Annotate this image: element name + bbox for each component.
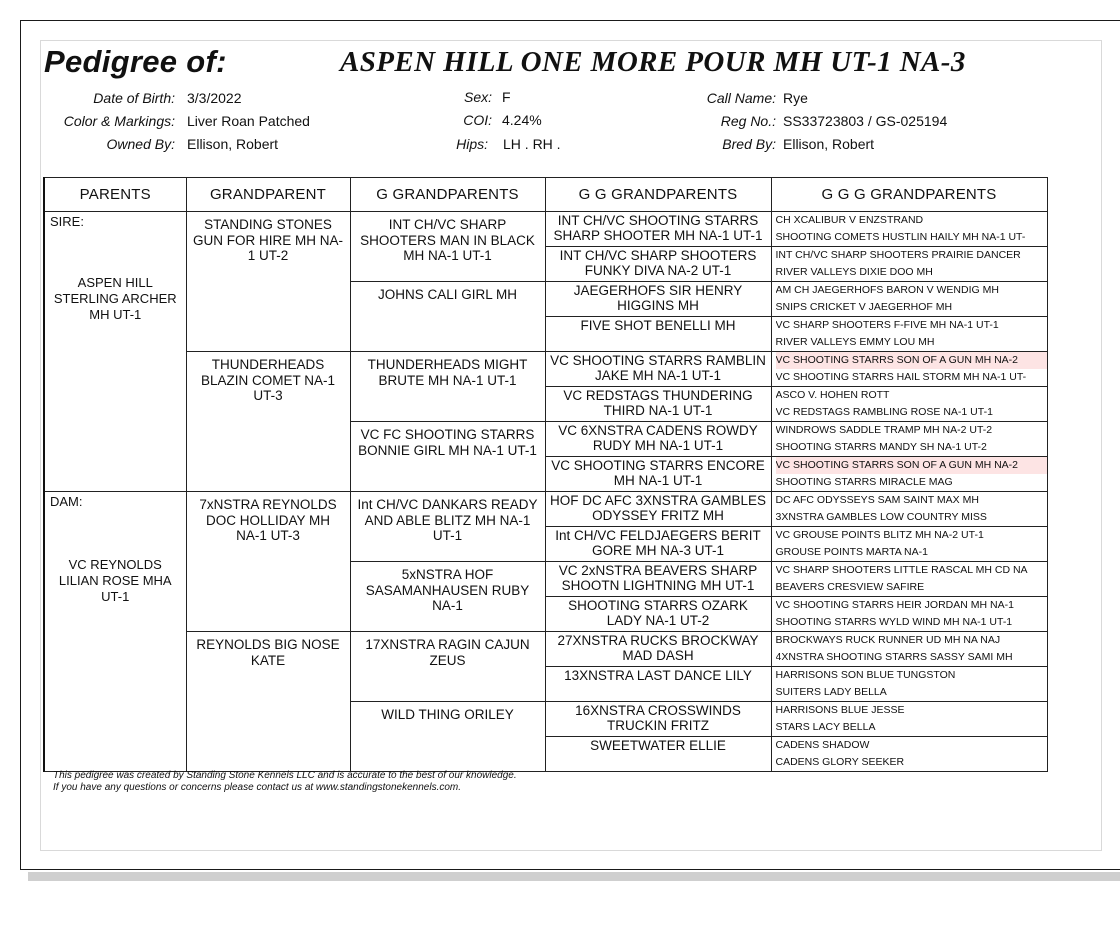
bred-by-value: Ellison, Robert bbox=[783, 136, 875, 152]
gg-grandparent-cell: SWEETWATER ELLIE bbox=[545, 737, 771, 772]
ggg-grandparent-name: SHOOTING COMETS HUSTLIN HAILY MH NA-1 UT- bbox=[775, 231, 1026, 243]
ggg-grandparent-name: STARS LACY BELLA bbox=[775, 721, 876, 733]
hips-value: LH . RH . bbox=[503, 136, 561, 152]
ggg-grandparent-cell bbox=[771, 597, 1047, 632]
coi-value: 4.24% bbox=[502, 112, 542, 128]
sex-value: F bbox=[502, 89, 511, 105]
header-ggg-grandparents: G G G GRANDPARENTS bbox=[771, 178, 1047, 212]
ggg-grandparent-name: GROUSE POINTS MARTA NA-1 bbox=[775, 546, 928, 558]
ggg-grandparent-name: 3XNSTRA GAMBLES LOW COUNTRY MISS bbox=[775, 511, 987, 523]
reg-no-value: SS33723803 / GS-025194 bbox=[783, 113, 948, 129]
ggg-grandparent-cell bbox=[771, 317, 1047, 352]
gg-grandparent-cell: INT CH/VC SHOOTING STARRS SHARP SHOOTER MH NA-1 UT-1 bbox=[545, 212, 771, 247]
ggg-grandparent-cell bbox=[771, 562, 1047, 597]
owner-label: Owned By: bbox=[106, 136, 175, 152]
g-grandparent-cell: 17XNSTRA RAGIN CAJUN ZEUS bbox=[350, 632, 545, 702]
gg-grandparent-cell: HOF DC AFC 3XNSTRA GAMBLES ODYSSEY FRITZ MH bbox=[545, 492, 771, 527]
ggg-grandparent-name: BROCKWAYS RUCK RUNNER UD MH NA NAJ bbox=[775, 634, 1001, 646]
ggg-grandparent-name: BEAVERS CRESVIEW SAFIRE bbox=[775, 581, 925, 593]
footer-line-2: If you have any questions or concerns please contact us at www.standingstonekennels.com. bbox=[53, 782, 462, 793]
ggg-grandparent-cell bbox=[771, 632, 1047, 667]
ggg-grandparent-name: CH XCALIBUR V ENZSTRAND bbox=[775, 214, 924, 226]
grandparent-cell: STANDING STONES GUN FOR HIRE MH NA-1 UT-2 bbox=[186, 212, 350, 352]
header-gg-grandparents: G G GRANDPARENTS bbox=[545, 178, 771, 212]
gg-grandparent-cell: 13XNSTRA LAST DANCE LILY bbox=[545, 667, 771, 702]
ggg-grandparent-cell bbox=[771, 387, 1047, 422]
sire-name: ASPEN HILL STERLING ARCHER MH UT-1 bbox=[53, 275, 177, 322]
ggg-grandparent-name: WINDROWS SADDLE TRAMP MH NA-2 UT-2 bbox=[775, 424, 993, 436]
ggg-grandparent-name: VC REDSTAGS RAMBLING ROSE NA-1 UT-1 bbox=[775, 406, 993, 418]
gg-grandparent-cell: JAEGERHOFS SIR HENRY HIGGINS MH bbox=[545, 282, 771, 317]
ggg-grandparent-name: VC GROUSE POINTS BLITZ MH NA-2 UT-1 bbox=[775, 529, 984, 541]
reg-no-label: Reg No.: bbox=[720, 113, 776, 129]
table-header-row bbox=[44, 178, 1047, 212]
ggg-grandparent-name: INT CH/VC SHARP SHOOTERS PRAIRIE DANCER bbox=[775, 249, 1021, 261]
ggg-grandparent-cell bbox=[771, 457, 1047, 492]
ggg-grandparent-name: VC SHOOTING STARRS SON OF A GUN MH NA-2 bbox=[776, 352, 1047, 369]
header-parents: PARENTS bbox=[44, 178, 186, 212]
ggg-grandparent-name: SNIPS CRICKET V JAEGERHOF MH bbox=[775, 301, 953, 313]
grandparent-cell: REYNOLDS BIG NOSE KATE bbox=[186, 632, 350, 772]
color-value: Liver Roan Patched bbox=[187, 113, 310, 129]
dob-label: Date of Birth: bbox=[93, 90, 175, 106]
ggg-grandparent-cell bbox=[771, 737, 1047, 772]
ggg-grandparent-name: CADENS SHADOW bbox=[775, 739, 870, 751]
ggg-grandparent-name: SHOOTING STARRS MANDY SH NA-1 UT-2 bbox=[775, 441, 987, 453]
owner-value: Ellison, Robert bbox=[187, 136, 279, 152]
ggg-grandparent-name: ASCO V. HOHEN ROTT bbox=[775, 389, 890, 401]
ggg-grandparent-name: RIVER VALLEYS EMMY LOU MH bbox=[775, 336, 935, 348]
g-grandparent-cell: VC FC SHOOTING STARRS BONNIE GIRL MH NA-1 UT-1 bbox=[350, 422, 545, 492]
gg-grandparent-cell: FIVE SHOT BENELLI MH bbox=[545, 317, 771, 352]
page-shadow bbox=[28, 872, 1120, 881]
gg-grandparent-cell: SHOOTING STARRS OZARK LADY NA-1 UT-2 bbox=[545, 597, 771, 632]
ggg-grandparent-name: HARRISONS SON BLUE TUNGSTON bbox=[775, 669, 956, 681]
ggg-grandparent-cell bbox=[771, 702, 1047, 737]
pedigree-table bbox=[43, 177, 1048, 772]
ggg-grandparent-cell bbox=[771, 667, 1047, 702]
ggg-grandparent-name: SUITERS LADY BELLA bbox=[775, 686, 887, 698]
footer-line-1: This pedigree was created by Standing Stone Kennels LLC and is accurate to the best of our knowledge. bbox=[53, 770, 517, 781]
bred-by-label: Bred By: bbox=[722, 136, 776, 152]
ggg-grandparent-name: VC SHOOTING STARRS HEIR JORDAN MH NA-1 bbox=[775, 599, 1014, 611]
gg-grandparent-cell: 16XNSTRA CROSSWINDS TRUCKIN FRITZ bbox=[545, 702, 771, 737]
gg-grandparent-cell: 27XNSTRA RUCKS BROCKWAY MAD DASH bbox=[545, 632, 771, 667]
dog-name-title: ASPEN HILL ONE MORE POUR MH UT-1 NA-3 bbox=[340, 46, 966, 78]
gg-grandparent-cell: VC SHOOTING STARRS RAMBLIN JAKE MH NA-1 UT-1 bbox=[545, 352, 771, 387]
ggg-grandparent-cell bbox=[771, 422, 1047, 457]
ggg-grandparent-name: VC SHARP SHOOTERS F-FIVE MH NA-1 UT-1 bbox=[775, 319, 999, 331]
pedigree-label: Pedigree of: bbox=[44, 44, 227, 79]
ggg-grandparent-name: SHOOTING STARRS MIRACLE MAG bbox=[775, 476, 953, 488]
ggg-grandparent-cell bbox=[771, 492, 1047, 527]
g-grandparent-cell: JOHNS CALI GIRL MH bbox=[350, 282, 545, 352]
call-name-value: Rye bbox=[783, 90, 808, 106]
gg-grandparent-cell: VC SHOOTING STARRS ENCORE MH NA-1 UT-1 bbox=[545, 457, 771, 492]
sex-label: Sex: bbox=[463, 89, 492, 105]
g-grandparent-cell: WILD THING ORILEY bbox=[350, 702, 545, 772]
ggg-grandparent-cell bbox=[771, 352, 1047, 387]
sire-label: SIRE: bbox=[50, 214, 84, 229]
grandparent-cell: THUNDERHEADS BLAZIN COMET NA-1 UT-3 bbox=[186, 352, 350, 492]
g-grandparent-cell: THUNDERHEADS MIGHT BRUTE MH NA-1 UT-1 bbox=[350, 352, 545, 422]
dob-value: 3/3/2022 bbox=[187, 90, 242, 106]
ggg-grandparent-name: DC AFC ODYSSEYS SAM SAINT MAX MH bbox=[775, 494, 979, 506]
gg-grandparent-cell: Int CH/VC FELDJAEGERS BERIT GORE MH NA-3 UT-1 bbox=[545, 527, 771, 562]
ggg-grandparent-cell bbox=[771, 282, 1047, 317]
ggg-grandparent-name: VC SHOOTING STARRS SON OF A GUN MH NA-2 bbox=[776, 457, 1047, 474]
gg-grandparent-cell: VC REDSTAGS THUNDERING THIRD NA-1 UT-1 bbox=[545, 387, 771, 422]
sire-cell bbox=[44, 212, 186, 492]
call-name-label: Call Name: bbox=[706, 90, 776, 106]
ggg-grandparent-cell bbox=[771, 212, 1047, 247]
color-label: Color & Markings: bbox=[63, 113, 175, 129]
hips-label: Hips: bbox=[456, 136, 488, 152]
header-grandparent: GRANDPARENT bbox=[186, 178, 350, 212]
gg-grandparent-cell: VC 6XNSTRA CADENS ROWDY RUDY MH NA-1 UT-1 bbox=[545, 422, 771, 457]
ggg-grandparent-name: VC SHOOTING STARRS HAIL STORM MH NA-1 UT- bbox=[775, 371, 1027, 383]
dam-cell bbox=[44, 492, 186, 772]
header-g-grandparents: G GRANDPARENTS bbox=[350, 178, 545, 212]
ggg-grandparent-name: 4XNSTRA SHOOTING STARRS SASSY SAMI MH bbox=[775, 651, 1013, 663]
ggg-grandparent-name: AM CH JAEGERHOFS BARON V WENDIG MH bbox=[775, 284, 999, 296]
gg-grandparent-cell: INT CH/VC SHARP SHOOTERS FUNKY DIVA NA-2 UT-1 bbox=[545, 247, 771, 282]
footer-note bbox=[53, 770, 517, 794]
dam-label: DAM: bbox=[50, 494, 83, 509]
coi-label: COI: bbox=[463, 112, 492, 128]
ggg-grandparent-name: RIVER VALLEYS DIXIE DOO MH bbox=[775, 266, 933, 278]
dam-name: VC REYNOLDS LILIAN ROSE MHA UT-1 bbox=[58, 557, 172, 604]
ggg-grandparent-name: HARRISONS BLUE JESSE bbox=[775, 704, 905, 716]
ggg-grandparent-name: VC SHARP SHOOTERS LITTLE RASCAL MH CD NA bbox=[775, 564, 1028, 576]
ggg-grandparent-name: CADENS GLORY SEEKER bbox=[775, 756, 905, 768]
gg-grandparent-cell: VC 2xNSTRA BEAVERS SHARP SHOOTN LIGHTNING MH UT-1 bbox=[545, 562, 771, 597]
g-grandparent-cell: INT CH/VC SHARP SHOOTERS MAN IN BLACK MH NA-1 UT-1 bbox=[350, 212, 545, 282]
g-grandparent-cell: 5xNSTRA HOF SASAMANHAUSEN RUBY NA-1 bbox=[350, 562, 545, 632]
ggg-grandparent-cell bbox=[771, 247, 1047, 282]
ggg-grandparent-cell bbox=[771, 527, 1047, 562]
g-grandparent-cell: Int CH/VC DANKARS READY AND ABLE BLITZ MH NA-1 UT-1 bbox=[350, 492, 545, 562]
ggg-grandparent-name: SHOOTING STARRS WYLD WIND MH NA-1 UT-1 bbox=[775, 616, 1013, 628]
grandparent-cell: 7xNSTRA REYNOLDS DOC HOLLIDAY MH NA-1 UT-3 bbox=[186, 492, 350, 632]
